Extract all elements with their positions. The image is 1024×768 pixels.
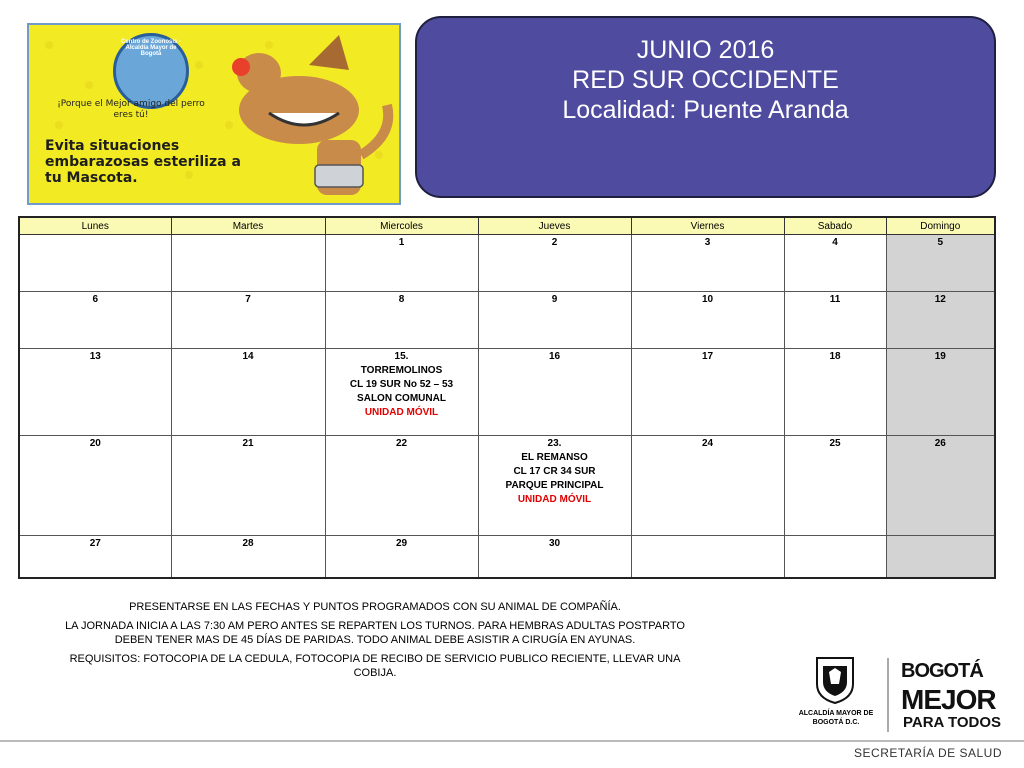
week-row [19, 536, 995, 578]
cartoon-dog-icon [189, 25, 399, 205]
bogota-logo-line3: PARA TODOS [903, 714, 1002, 731]
day-cell: 8 [325, 292, 478, 349]
day-cell: 6 [19, 292, 171, 349]
poster-slogan: Evita situaciones embarazosas esteriliza a tu Mascota. [45, 138, 241, 186]
weekday-header: Lunes [19, 217, 171, 235]
day-cell: 21 [171, 436, 325, 536]
instruction-line: REQUISITOS: FOTOCOPIA DE LA CEDULA, FOTOCOPIA DE RECIBO DE SERVICIO PUBLICO RECIENTE, LLEVAR UNA COBIJA. [69, 653, 681, 679]
day-cell: 2 [478, 235, 631, 292]
secretaria-label: SECRETARÍA DE SALUD [854, 746, 1002, 760]
day-cell [19, 235, 171, 292]
instruction-line: LA JORNADA INICIA A LAS 7:30 AM PERO ANTES SE REPARTEN LOS TURNOS. PARA HEMBRAS ADULTAS POSTPARTO DEBEN TENER MAS DE 45 DÍAS DE PARIDAS. TODO ANIMAL DEBE ASISTIR A CIRUGÍA EN AYUNAS. [65, 620, 685, 646]
day-cell: 28 [171, 536, 325, 578]
event-place: TORREMOLINOS [360, 365, 443, 376]
locality-title: Localidad: Puente Aranda [562, 96, 849, 124]
day-cell: 5 [886, 235, 995, 292]
day-cell: 12 [886, 292, 995, 349]
day-cell: 4 [784, 235, 886, 292]
event-cell [478, 436, 631, 536]
event-unit: UNIDAD MÓVIL [517, 494, 592, 505]
day-number: 23. [547, 438, 562, 449]
day-cell: 11 [784, 292, 886, 349]
week-row [19, 436, 995, 536]
day-cell: 1 [325, 235, 478, 292]
day-cell: 13 [19, 349, 171, 436]
day-cell [631, 536, 784, 578]
day-cell: 29 [325, 536, 478, 578]
network-title: RED SUR OCCIDENTE [572, 66, 839, 94]
day-cell: 30 [478, 536, 631, 578]
weekday-header: Domingo [886, 217, 995, 235]
footer-divider [0, 740, 1024, 742]
day-cell: 17 [631, 349, 784, 436]
event-cell [325, 349, 478, 436]
event-address: CL 19 SUR No 52 – 53 [349, 379, 454, 390]
bogota-logo-line1: BOGOTÁ [901, 660, 983, 682]
sterilization-poster [27, 23, 401, 205]
instructions [60, 600, 690, 685]
event-address: CL 17 CR 34 SUR [513, 466, 596, 477]
month-title: JUNIO 2016 [636, 36, 775, 64]
day-cell [784, 536, 886, 578]
poster-tagline: ¡Porque el Mejor amigo del perro eres tú! [57, 99, 205, 120]
weekday-header: Miercoles [325, 217, 478, 235]
weekday-header: Viernes [631, 217, 784, 235]
logo-divider [887, 658, 889, 732]
event-site: SALON COMUNAL [357, 393, 446, 404]
day-cell: 16 [478, 349, 631, 436]
day-cell: 7 [171, 292, 325, 349]
coat-of-arms-icon [815, 656, 855, 704]
week-row [19, 349, 995, 436]
weekday-header: Sabado [784, 217, 886, 235]
day-cell: 19 [886, 349, 995, 436]
bogota-logo-line2: MEJOR [901, 684, 996, 715]
day-cell [886, 536, 995, 578]
day-number: 15. [394, 351, 409, 362]
day-cell: 3 [631, 235, 784, 292]
event-place: EL REMANSO [521, 452, 588, 463]
day-cell: 26 [886, 436, 995, 536]
day-cell: 25 [784, 436, 886, 536]
event-unit: UNIDAD MÓVIL [364, 407, 439, 418]
event-site: PARQUE PRINCIPAL [505, 480, 604, 491]
day-cell: 14 [171, 349, 325, 436]
month-header [415, 16, 996, 198]
instruction-line: PRESENTARSE EN LAS FECHAS Y PUNTOS PROGRAMADOS CON SU ANIMAL DE COMPAÑÍA. [129, 601, 621, 613]
alcaldia-label: ALCALDÍA MAYOR DE BOGOTÁ D.C. [798, 710, 874, 726]
calendar-table [18, 216, 996, 579]
institutional-logos [795, 650, 1010, 740]
day-cell: 22 [325, 436, 478, 536]
day-cell: 9 [478, 292, 631, 349]
day-cell [171, 235, 325, 292]
day-cell: 24 [631, 436, 784, 536]
week-row [19, 292, 995, 349]
week-row [19, 235, 995, 292]
badge-text: Centro de Zoonosis · Alcaldía Mayor de Bogotá [121, 39, 181, 57]
weekday-header: Martes [171, 217, 325, 235]
weekday-header-row [19, 217, 995, 235]
weekday-header: Jueves [478, 217, 631, 235]
day-cell: 10 [631, 292, 784, 349]
day-cell: 27 [19, 536, 171, 578]
day-cell: 20 [19, 436, 171, 536]
day-cell: 18 [784, 349, 886, 436]
